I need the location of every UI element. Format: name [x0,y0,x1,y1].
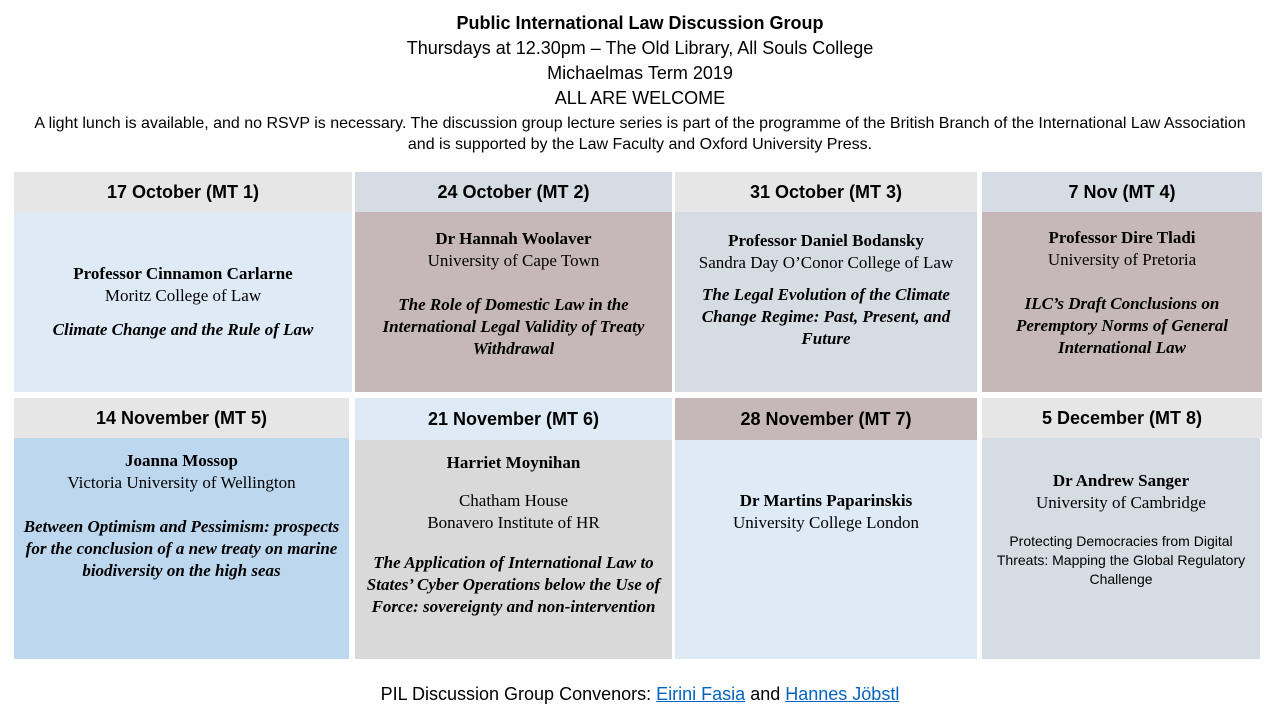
session-6-affiliation-2: Bonavero Institute of HR [427,513,600,532]
schedule-line: Thursdays at 12.30pm – The Old Library, All Souls College [406,38,874,58]
session-1-talk: Climate Change and the Rule of Law [52,320,314,339]
session-8-date: 5 December (MT 8) [982,398,1262,438]
session-4-talk: ILC’s Draft Conclusions on Peremptory Norms of General International Law [1015,294,1228,357]
session-2-affiliation: University of Cape Town [427,251,600,270]
session-8-affiliation: University of Cambridge [1036,493,1206,512]
session-5-card [14,438,349,659]
session-5-date: 14 November (MT 5) [14,398,349,438]
intro-text: A light lunch is available, and no RSVP is necessary. The discussion group lecture series is part of the programme of the British Branch of the International Law Association and is supported by the Law Faculty and Oxford University Press. [34,115,1246,153]
session-6-speaker: Harriet Moynihan [446,453,581,472]
page-header [0,10,1280,155]
session-3-card [675,212,977,392]
session-2-speaker: Dr Hannah Woolaver [435,229,592,248]
session-4-date: 7 Nov (MT 4) [982,172,1262,212]
session-6-date: 21 November (MT 6) [355,398,672,440]
convenors-label: PIL Discussion Group Convenors: [380,684,652,704]
page-title: Public International Law Discussion Group [456,13,824,33]
session-5-speaker: Joanna Mossop [125,451,238,470]
session-7-affiliation: University College London [732,513,920,532]
session-7-date: 28 November (MT 7) [675,398,977,440]
session-6-affiliation: Chatham House [458,491,569,510]
session-2-card [355,212,672,392]
convenors-and: and [750,684,781,704]
session-8-talk: Protecting Democracies from Digital Threats: Mapping the Global Regulatory Challenge [996,533,1246,587]
session-3-date: 31 October (MT 3) [675,172,977,212]
session-5-affiliation: Victoria University of Wellington [67,473,296,492]
session-3-speaker: Professor Daniel Bodansky [728,231,924,250]
term-line: Michaelmas Term 2019 [547,63,733,83]
convenor-link-jobstl[interactable]: Hannes Jöbstl [785,684,900,704]
session-2-date: 24 October (MT 2) [355,172,672,212]
session-8-speaker: Dr Andrew Sanger [1052,471,1190,490]
session-8-card [982,438,1260,659]
session-5-talk: Between Optimism and Pessimism: prospects for the conclusion of a new treaty on marine biodiversity on the high seas [23,517,340,580]
session-2-talk: The Role of Domestic Law in the International Legal Validity of Treaty Withdrawal [382,295,645,358]
session-7-speaker: Dr Martins Paparinskis [739,491,913,510]
session-6-card [355,440,672,659]
session-3-talk: The Legal Evolution of the Climate Change Regime: Past, Present, and Future [701,285,951,348]
session-1-card [14,212,352,392]
session-1-speaker: Professor Cinnamon Carlarne [73,264,293,283]
session-1-affiliation: Moritz College of Law [104,286,262,305]
session-7-card [675,440,977,659]
session-4-speaker: Professor Dire Tladi [1048,228,1196,247]
footer [0,682,1280,706]
session-3-affiliation: Sandra Day O’Conor College of Law [698,253,954,272]
welcome-line: ALL ARE WELCOME [554,88,726,108]
session-4-affiliation: University of Pretoria [1047,250,1197,269]
session-1-date: 17 October (MT 1) [14,172,352,212]
session-6-talk: The Application of International Law to States’ Cyber Operations below the Use of Force: sovereignty and non-intervention [366,553,661,616]
session-4-card [982,212,1262,392]
convenor-link-fasia[interactable]: Eirini Fasia [656,684,746,704]
